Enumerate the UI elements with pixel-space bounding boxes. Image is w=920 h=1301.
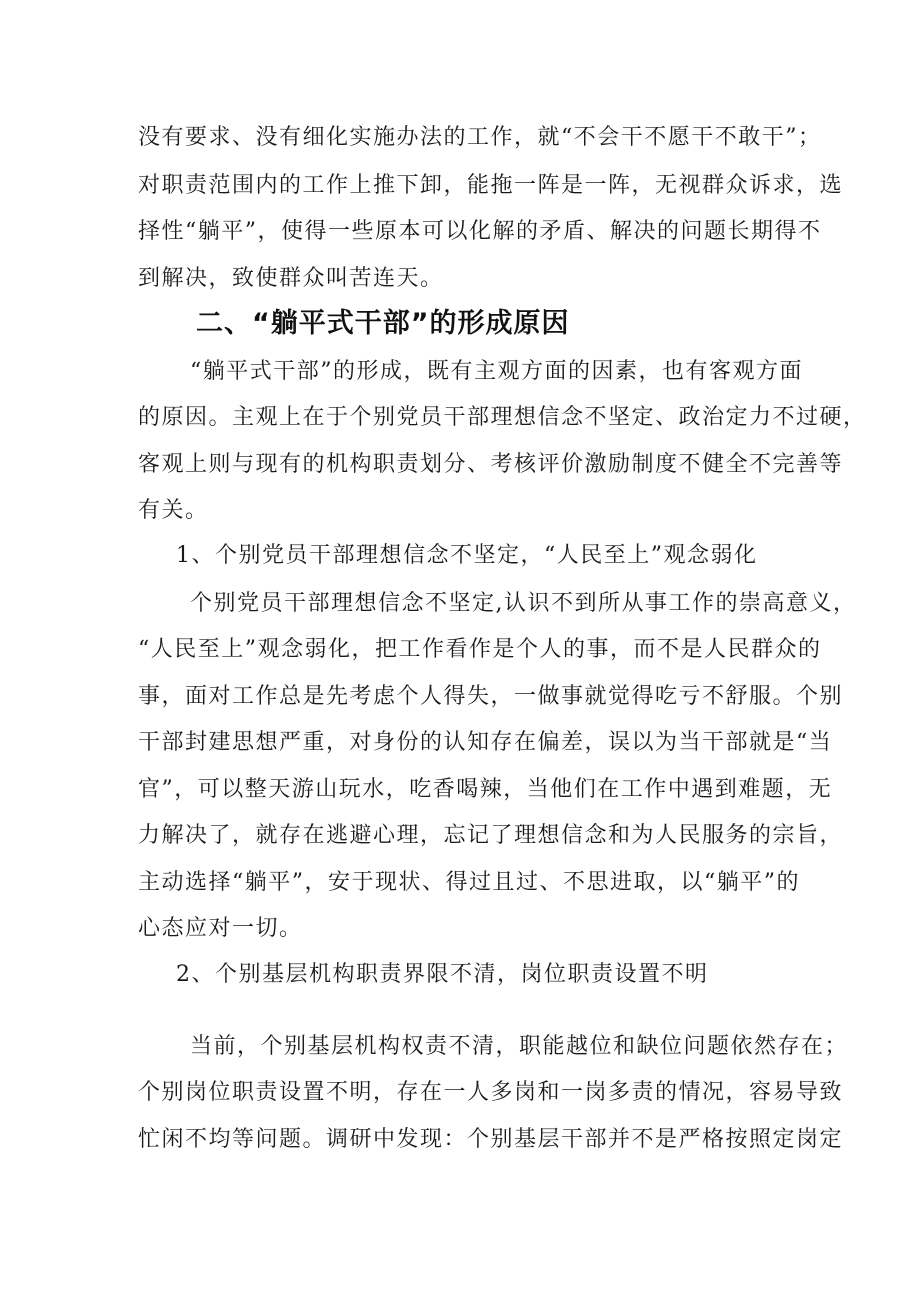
paragraph-line-1: 没有要求、没有细化实施办法的工作，就“不会干不愿干不敢干”； <box>138 125 822 150</box>
paragraph-line-9: 个别党员干部理想信念不坚定,认识不到所从事工作的崇高意义， <box>190 591 857 616</box>
paragraph-line-5: “躺平式干部”的形成，既有主观方面的因素，也有客观方面 <box>190 359 803 384</box>
paragraph-line-13: 官”，可以整天游山玩水，吃香喝辣，当他们在工作中遇到难题，无 <box>138 777 833 802</box>
paragraph-line-12: 干部封建思想严重，对身份的认知存在偏差，误以为当干部就是“当 <box>138 730 833 755</box>
paragraph-line-16: 心态应对一切。 <box>138 916 303 941</box>
paragraph-line-17: 当前，个别基层机构权责不清，职能越位和缺位问题依然存在； <box>190 1034 849 1059</box>
paragraph-line-10: “人民至上”观念弱化，把工作看作是个人的事，而不是人民群众的 <box>138 637 822 662</box>
paragraph-line-6: 的原因。主观上在于个别党员干部理想信念不坚定、政治定力不过硬， <box>138 405 867 430</box>
paragraph-line-11: 事，面对工作总是先考虑个人得失，一做事就觉得吃亏不舒服。个别 <box>138 684 844 709</box>
paragraph-line-14: 力解决了，就存在逃避心理，忘记了理想信念和为人民服务的宗旨， <box>138 823 844 848</box>
paragraph-line-8: 有关。 <box>138 498 209 523</box>
subheading-2: 2、个别基层机构职责界限不清，岗位职责设置不明 <box>176 962 709 987</box>
paragraph-line-18: 个别岗位职责设置不明，存在一人多岗和一岗多责的情况，容易导致 <box>138 1080 844 1105</box>
section-heading: 二、“躺平式干部”的形成原因 <box>196 308 570 339</box>
paragraph-line-7: 客观上则与现有的机构职责划分、考核评价激励制度不健全不完善等 <box>138 452 844 477</box>
paragraph-line-15: 主动选择“躺平”，安于现状、得过且过、不思进取，以“躺平”的 <box>138 870 800 895</box>
paragraph-line-3: 择性“躺平”，使得一些原本可以化解的矛盾、解决的问题长期得不 <box>138 219 822 244</box>
paragraph-line-19: 忙闲不均等问题。调研中发现：个别基层干部并不是严格按照定岗定 <box>138 1127 844 1152</box>
subheading-1: 1、个别党员干部理想信念不坚定，“人民至上”观念弱化 <box>176 543 758 568</box>
paragraph-line-2: 对职责范围内的工作上推下卸，能拖一阵是一阵，无视群众诉求，选 <box>138 173 844 198</box>
paragraph-line-4: 到解决，致使群众叫苦连天。 <box>138 266 444 291</box>
